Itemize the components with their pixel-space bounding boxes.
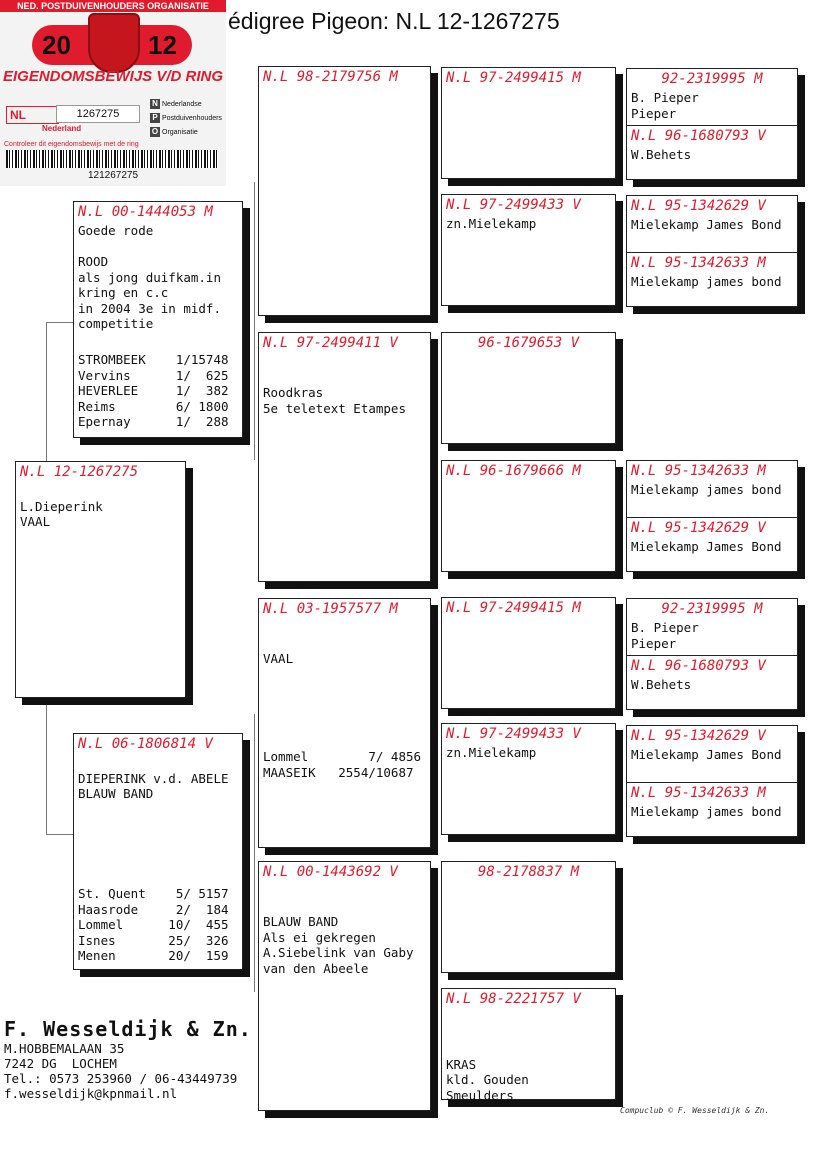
- dam-details: DIEPERINK v.d. ABELE BLAUW BAND: [78, 770, 229, 801]
- gen4-details: zn.Mielekamp: [446, 216, 537, 231]
- org-line: Postduivenhouders: [162, 115, 222, 122]
- gen4-ring: 98-2178837 M: [477, 864, 580, 880]
- card-country-name: Nederland: [42, 124, 82, 133]
- org-logo: N Nederlandse P Postduivenhouders O Organisatie: [151, 99, 222, 136]
- dam-sire-details: VAAL: [263, 651, 294, 666]
- org-line: Organisatie: [162, 129, 198, 136]
- dam-dam-box: [258, 861, 431, 1111]
- breeder-address: M.HOBBEMALAAN 35 7242 DG LOCHEM Tel.: 0573 253960 / 06-43449739 f.wesseldijk@kpnmail.nl: [4, 1041, 238, 1101]
- connector-line: [254, 182, 255, 460]
- dam-sire-results: Lommel 7/ 4856 MAASEIK 2554/10687: [263, 749, 422, 780]
- gen5-ring: N.L 96-1680793 V: [631, 658, 766, 674]
- gen4-details: zn.Mielekamp: [446, 745, 537, 760]
- gen5-ring: N.L 96-1680793 V: [631, 128, 766, 144]
- gen4-ring: N.L 97-2499433 V: [446, 197, 581, 213]
- dam-sire-box: [258, 598, 431, 848]
- gen5-ring: 92-2319995 M: [661, 71, 763, 87]
- gen5-ring: N.L 95-1342633 M: [631, 785, 766, 801]
- sire-dam-details: Roodkras 5e teletext Etampes: [263, 385, 406, 416]
- subject-ring: N.L 12-1267275: [20, 464, 139, 480]
- sire-dam-box: [258, 332, 431, 582]
- card-country: NL: [6, 106, 59, 124]
- subject-pigeon-box: [15, 461, 186, 698]
- gen4-box-7: [441, 861, 616, 973]
- sire-box: [73, 201, 243, 438]
- connector-line: [46, 322, 47, 464]
- subject-details: L.Dieperink VAAL: [20, 498, 103, 529]
- org-line: Nederlandse: [162, 101, 202, 108]
- gen5-box-5: [626, 725, 798, 837]
- dam-dam-ring: N.L 00-1443692 V: [263, 864, 398, 880]
- gen4-ring: N.L 97-2499415 M: [446, 70, 581, 86]
- card-control-text: Controleer dit eigendomsbewijs met de ring: [4, 141, 139, 148]
- sire-dam-ring: N.L 97-2499411 V: [263, 335, 398, 351]
- sire-sire-ring: N.L 98-2179756 M: [263, 69, 398, 85]
- gen5-details: Mielekamp james bond: [631, 482, 782, 497]
- gen4-box-8: [441, 988, 616, 1103]
- gen5-box-1: [626, 68, 798, 180]
- gen5-details: W.Behets: [631, 677, 692, 692]
- barcode-icon: [6, 150, 218, 168]
- gen4-box-6: [441, 723, 616, 835]
- gen5-details: B. Pieper Pieper: [631, 620, 699, 651]
- connector-line: [46, 322, 74, 323]
- gen4-box-5: [441, 597, 616, 709]
- dam-results: St. Quent 5/ 5157 Haasrode 2/ 184 Lommel 10/ 455 Isnes 25/ 326 Menen 20/ 159: [78, 886, 229, 963]
- sire-details: Goede rode ROOD als jong duifkam.in kring en c.c in 2004 3e in midf. competitie: [78, 223, 221, 331]
- dam-ring: N.L 06-1806814 V: [78, 736, 213, 752]
- gen4-box-4: [441, 460, 616, 572]
- gen5-box-3: [626, 460, 798, 572]
- gen5-details: Mielekamp james bond: [631, 274, 782, 289]
- card-header: NED. POSTDUIVENHOUDERS ORGANISATIE: [0, 0, 226, 12]
- gen4-box-1: [441, 67, 616, 179]
- connector-line: [46, 834, 74, 835]
- lion-crest-icon: [88, 13, 140, 73]
- gen5-ring: N.L 95-1342633 M: [631, 255, 766, 271]
- gen5-details: Mielekamp James Bond: [631, 217, 782, 232]
- dam-dam-details: BLAUW BAND Als ei gekregen A.Siebelink van Gaby van den Abeele: [263, 914, 414, 976]
- connector-line: [254, 714, 255, 992]
- gen5-box-2: [626, 195, 798, 307]
- gen4-details: KRAS kld. Gouden Smeulders: [446, 1056, 529, 1103]
- year-right: 12: [148, 30, 177, 60]
- gen5-ring: N.L 95-1342629 V: [631, 520, 766, 536]
- gen4-ring: 96-1679653 V: [477, 335, 580, 351]
- gen4-ring: N.L 97-2499433 V: [446, 726, 581, 742]
- gen5-details: W.Behets: [631, 147, 692, 162]
- sire-results: STROMBEEK 1/15748 Vervins 1/ 625 HEVERLEE 1/ 382 Reims 6/ 1800 Epernay 1/ 288: [78, 352, 229, 429]
- gen4-box-3: [441, 332, 616, 444]
- sire-sire-box: [258, 66, 431, 316]
- gen5-details: B. Pieper Pieper: [631, 90, 699, 121]
- gen4-ring: N.L 97-2499415 M: [446, 600, 581, 616]
- gen5-details: Mielekamp James Bond: [631, 747, 782, 762]
- breeder-name: F. Wesseldijk & Zn.: [4, 1017, 252, 1041]
- year-left: 20: [42, 30, 71, 60]
- page-title: édigree Pigeon: N.L 12-1267275: [228, 8, 560, 34]
- gen4-box-2: [441, 194, 616, 306]
- barcode-number: 121267275: [87, 170, 139, 181]
- gen4-ring: N.L 96-1679666 M: [446, 463, 581, 479]
- footer-credit: Compuclub © F. Wesseldijk & Zn.: [620, 1106, 770, 1115]
- card-ring-number: 1267275: [56, 105, 140, 123]
- ring-certificate-card: [0, 0, 226, 186]
- card-title: EIGENDOMSBEWIJS V/D RING: [2, 68, 224, 85]
- dam-sire-ring: N.L 03-1957577 M: [263, 601, 398, 617]
- gen5-ring: 92-2319995 M: [661, 601, 763, 617]
- gen5-details: Mielekamp james bond: [631, 804, 782, 819]
- gen5-ring: N.L 95-1342629 V: [631, 728, 766, 744]
- gen5-ring: N.L 95-1342633 M: [631, 463, 766, 479]
- dam-box: [73, 733, 243, 970]
- connector-line: [46, 700, 47, 834]
- gen5-details: Mielekamp James Bond: [631, 539, 782, 554]
- sire-ring: N.L 00-1444053 M: [78, 204, 213, 220]
- gen4-ring: N.L 98-2221757 V: [446, 991, 581, 1007]
- gen5-box-4: [626, 598, 798, 710]
- gen5-ring: N.L 95-1342629 V: [631, 198, 766, 214]
